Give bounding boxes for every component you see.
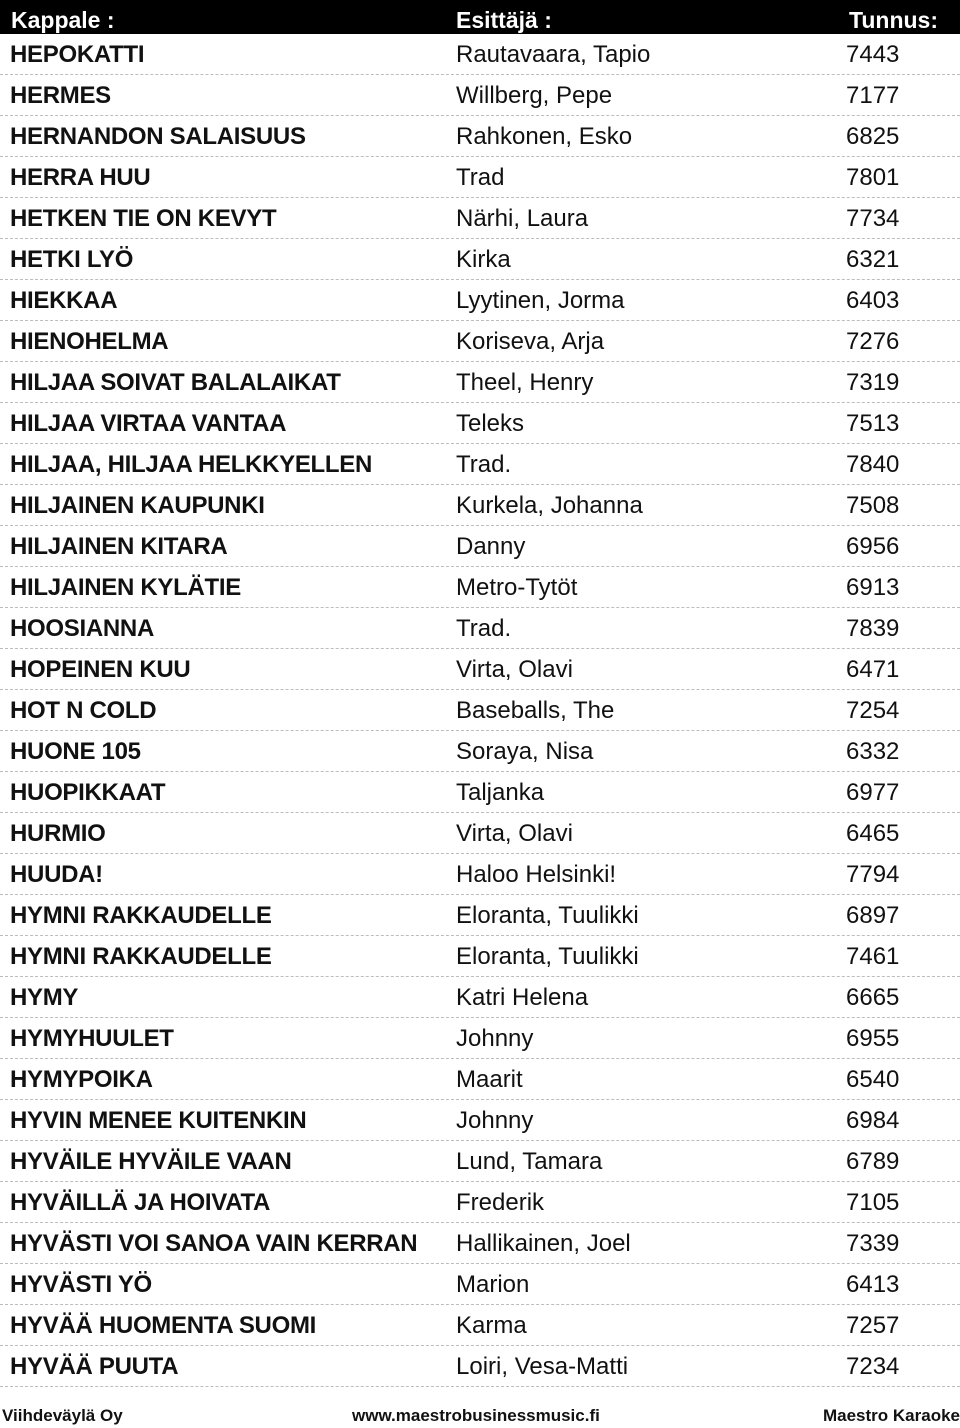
song-code: 6332 bbox=[846, 738, 900, 765]
song-title: HYVÄÄ PUUTA bbox=[10, 1353, 179, 1380]
table-row bbox=[0, 198, 960, 239]
song-code: 6471 bbox=[846, 656, 900, 683]
table-row bbox=[0, 649, 960, 690]
table-row bbox=[0, 895, 960, 936]
song-code: 7461 bbox=[846, 943, 900, 970]
song-code: 6321 bbox=[846, 246, 900, 273]
song-code: 6977 bbox=[846, 779, 900, 806]
page-footer bbox=[0, 1404, 960, 1428]
song-code: 7339 bbox=[846, 1230, 900, 1257]
song-artist: Johnny bbox=[456, 1025, 534, 1052]
song-title: HILJAA, HILJAA HELKKYELLEN bbox=[10, 451, 372, 478]
song-artist: Willberg, Pepe bbox=[456, 82, 613, 109]
table-row bbox=[0, 403, 960, 444]
table-row bbox=[0, 362, 960, 403]
table-row bbox=[0, 977, 960, 1018]
song-code: 6897 bbox=[846, 902, 900, 929]
song-title: HYMYHUULET bbox=[10, 1025, 174, 1052]
song-code: 6984 bbox=[846, 1107, 900, 1134]
table-row bbox=[0, 854, 960, 895]
song-code: 6913 bbox=[846, 574, 900, 601]
song-artist: Eloranta, Tuulikki bbox=[456, 902, 639, 929]
song-artist: Trad. bbox=[456, 615, 512, 642]
song-code: 6789 bbox=[846, 1148, 900, 1175]
song-code: 7443 bbox=[846, 41, 900, 68]
table-row bbox=[0, 1018, 960, 1059]
song-code: 7257 bbox=[846, 1312, 900, 1339]
table-row bbox=[0, 34, 960, 75]
table-row bbox=[0, 321, 960, 362]
table-row bbox=[0, 444, 960, 485]
song-code: 6955 bbox=[846, 1025, 900, 1052]
song-artist: Katri Helena bbox=[456, 984, 589, 1011]
song-list bbox=[0, 34, 960, 1387]
song-title: HYVÄILLÄ JA HOIVATA bbox=[10, 1189, 271, 1216]
song-artist: Frederik bbox=[456, 1189, 545, 1216]
song-title: HIENOHELMA bbox=[10, 328, 169, 355]
song-code: 7508 bbox=[846, 492, 900, 519]
song-artist: Lund, Tamara bbox=[456, 1148, 603, 1175]
song-code: 7276 bbox=[846, 328, 900, 355]
song-code: 6825 bbox=[846, 123, 900, 150]
song-code: 6403 bbox=[846, 287, 900, 314]
song-title: HIEKKAA bbox=[10, 287, 118, 314]
song-artist: Taljanka bbox=[456, 779, 545, 806]
song-title: HOT N COLD bbox=[10, 697, 157, 724]
song-artist: Rahkonen, Esko bbox=[456, 123, 633, 150]
song-artist: Maarit bbox=[456, 1066, 523, 1093]
song-code: 6465 bbox=[846, 820, 900, 847]
column-header-artist: Esittäjä : bbox=[456, 7, 552, 33]
song-code: 7794 bbox=[846, 861, 900, 888]
song-artist: Kirka bbox=[456, 246, 511, 273]
table-row bbox=[0, 116, 960, 157]
song-code: 7801 bbox=[846, 164, 900, 191]
table-row bbox=[0, 280, 960, 321]
table-row bbox=[0, 1141, 960, 1182]
table-row bbox=[0, 1182, 960, 1223]
song-title: HERMES bbox=[10, 82, 111, 109]
song-artist: Eloranta, Tuulikki bbox=[456, 943, 639, 970]
table-row bbox=[0, 75, 960, 116]
song-code: 7254 bbox=[846, 697, 900, 724]
song-title: HYVÄILE HYVÄILE VAAN bbox=[10, 1148, 292, 1175]
table-row bbox=[0, 772, 960, 813]
table-row bbox=[0, 690, 960, 731]
table-row bbox=[0, 1059, 960, 1100]
song-code: 7734 bbox=[846, 205, 900, 232]
table-header bbox=[0, 0, 960, 34]
song-artist: Lyytinen, Jorma bbox=[456, 287, 625, 314]
song-artist: Karma bbox=[456, 1312, 527, 1339]
song-title: HERNANDON SALAISUUS bbox=[10, 123, 306, 150]
table-row bbox=[0, 526, 960, 567]
table-row bbox=[0, 567, 960, 608]
song-artist: Rautavaara, Tapio bbox=[456, 41, 651, 68]
song-code: 7513 bbox=[846, 410, 900, 437]
footer-brand: Maestro Karaoke bbox=[822, 1406, 960, 1425]
song-artist: Haloo Helsinki! bbox=[456, 861, 617, 888]
song-code: 7105 bbox=[846, 1189, 900, 1216]
song-artist: Soraya, Nisa bbox=[456, 738, 594, 765]
song-artist: Kurkela, Johanna bbox=[456, 492, 643, 519]
song-artist: Trad bbox=[456, 164, 505, 191]
song-title: HILJAA VIRTAA VANTAA bbox=[10, 410, 287, 437]
song-title: HETKEN TIE ON KEVYT bbox=[10, 205, 277, 232]
song-code: 7177 bbox=[846, 82, 900, 109]
song-artist: Virta, Olavi bbox=[456, 820, 573, 847]
song-title: HUUDA! bbox=[10, 861, 103, 888]
song-artist: Baseballs, The bbox=[456, 697, 615, 724]
song-artist: Johnny bbox=[456, 1107, 534, 1134]
column-header-code: Tunnus: bbox=[849, 7, 938, 33]
song-title: HYVIN MENEE KUITENKIN bbox=[10, 1107, 307, 1134]
footer-company: Viihdeväylä Oy bbox=[2, 1406, 123, 1425]
song-artist: Loiri, Vesa-Matti bbox=[456, 1353, 629, 1380]
song-artist: Koriseva, Arja bbox=[456, 328, 605, 355]
song-title: HYMNI RAKKAUDELLE bbox=[10, 943, 272, 970]
song-title: HILJAA SOIVAT BALALAIKAT bbox=[10, 369, 341, 396]
song-title: HILJAINEN KITARA bbox=[10, 533, 228, 560]
song-artist: Hallikainen, Joel bbox=[456, 1230, 631, 1257]
table-row bbox=[0, 1346, 960, 1387]
song-title: HYMY bbox=[10, 984, 79, 1011]
song-title: HUONE 105 bbox=[10, 738, 141, 765]
song-title: HYMYPOIKA bbox=[10, 1066, 153, 1093]
song-code: 7319 bbox=[846, 369, 900, 396]
song-artist: Trad. bbox=[456, 451, 512, 478]
song-title: HILJAINEN KYLÄTIE bbox=[10, 574, 241, 601]
song-title: HYVÄSTI YÖ bbox=[10, 1271, 152, 1298]
song-title: HURMIO bbox=[10, 820, 106, 847]
table-row bbox=[0, 1223, 960, 1264]
table-row bbox=[0, 936, 960, 977]
table-row bbox=[0, 731, 960, 772]
song-code: 7234 bbox=[846, 1353, 900, 1380]
column-header-song: Kappale : bbox=[11, 7, 115, 33]
song-title: HYVÄÄ HUOMENTA SUOMI bbox=[10, 1312, 317, 1339]
table-row bbox=[0, 1100, 960, 1141]
table-row bbox=[0, 485, 960, 526]
song-code: 7840 bbox=[846, 451, 900, 478]
song-title: HYMNI RAKKAUDELLE bbox=[10, 902, 272, 929]
song-artist: Virta, Olavi bbox=[456, 656, 573, 683]
song-title: HETKI LYÖ bbox=[10, 246, 134, 273]
table-row bbox=[0, 239, 960, 280]
song-code: 6956 bbox=[846, 533, 900, 560]
song-artist: Metro-Tytöt bbox=[456, 574, 578, 601]
table-row bbox=[0, 813, 960, 854]
song-title: HOOSIANNA bbox=[10, 615, 154, 642]
song-artist: Danny bbox=[456, 533, 526, 560]
song-code: 6540 bbox=[846, 1066, 900, 1093]
song-code: 7839 bbox=[846, 615, 900, 642]
table-row bbox=[0, 1305, 960, 1346]
song-title: HOPEINEN KUU bbox=[10, 656, 191, 683]
table-row bbox=[0, 1264, 960, 1305]
footer-website: www.maestrobusinessmusic.fi bbox=[352, 1406, 600, 1425]
song-code: 6665 bbox=[846, 984, 900, 1011]
song-artist: Theel, Henry bbox=[456, 369, 594, 396]
song-artist: Marion bbox=[456, 1271, 530, 1298]
song-title: HYVÄSTI VOI SANOA VAIN KERRAN bbox=[10, 1230, 418, 1257]
song-title: HILJAINEN KAUPUNKI bbox=[10, 492, 265, 519]
song-code: 6413 bbox=[846, 1271, 900, 1298]
table-row bbox=[0, 157, 960, 198]
song-title: HERRA HUU bbox=[10, 164, 151, 191]
song-artist: Närhi, Laura bbox=[456, 205, 589, 232]
table-row bbox=[0, 608, 960, 649]
song-artist: Teleks bbox=[456, 410, 525, 437]
song-title: HUOPIKKAAT bbox=[10, 779, 166, 806]
song-title: HEPOKATTI bbox=[10, 41, 145, 68]
